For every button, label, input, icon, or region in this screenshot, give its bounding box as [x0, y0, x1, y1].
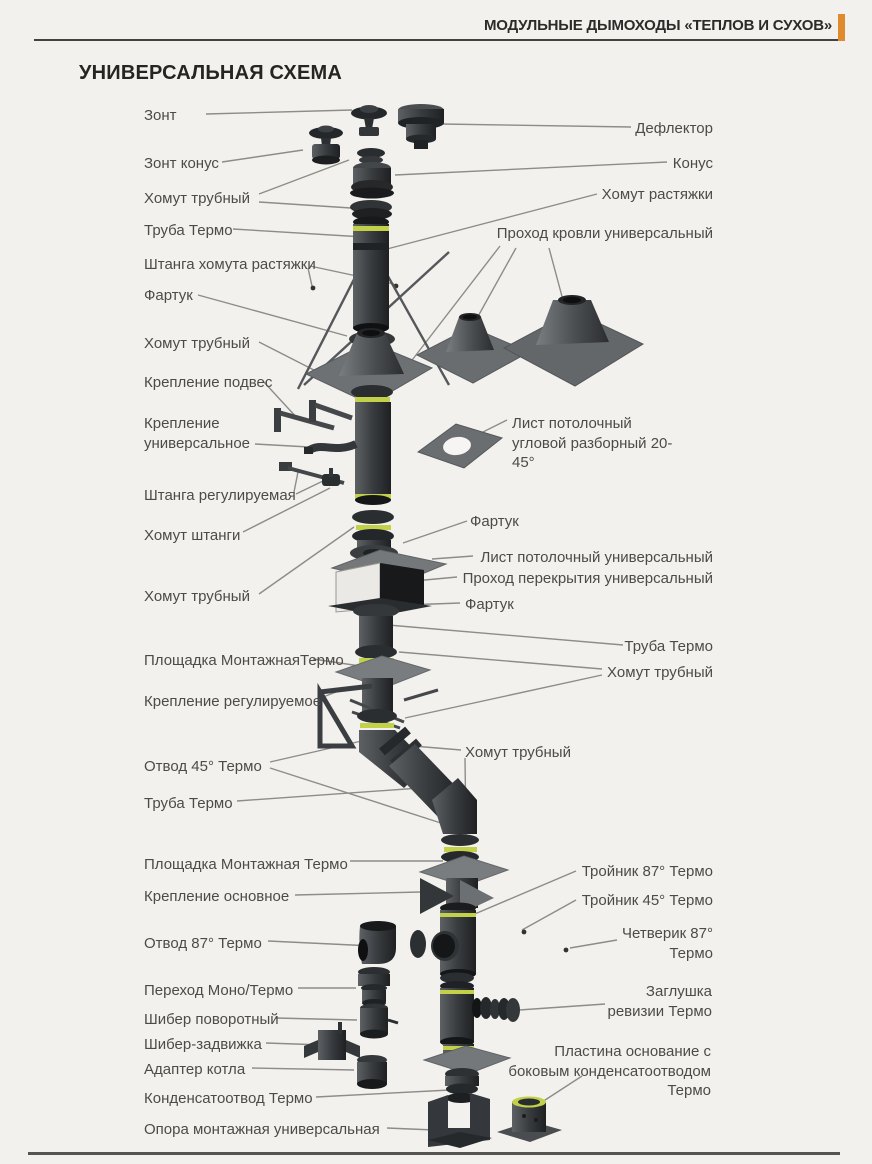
part-flanets-87 — [410, 930, 426, 958]
label-ploshadka-1: Площадка МонтажнаяТермо — [144, 652, 344, 669]
label-shtanga-reguliruemaya: Штанга регулируемая — [144, 487, 296, 504]
part-prokhod-krovli-3 — [504, 295, 643, 386]
part-kreplenie-universalnoe — [304, 444, 356, 454]
label-kreplenie-universalnoe: Крепление универсальное — [144, 415, 251, 452]
label-troynik-87: Тройник 87° Термо — [581, 863, 713, 880]
label-otvod-87: Отвод 87° Термо — [144, 935, 262, 952]
label-deflektor: Дефлектор — [635, 120, 713, 137]
part-zont — [351, 105, 387, 136]
label-prokhod-perekrytiya: Проход перекрытия универсальный — [462, 570, 713, 587]
label-opora: Опора монтажная универсальная — [144, 1121, 380, 1138]
label-kreplenie-podves: Крепление подвес — [144, 374, 273, 391]
part-khomut-trubny-2 — [351, 385, 393, 402]
label-kondensatootvod: Конденсатоотвод Термо — [144, 1090, 313, 1107]
part-shtanga-reguliruemaya — [279, 462, 344, 486]
label-kreplenie-reguliruemoe: Крепление регулируемое — [144, 693, 322, 710]
label-khomut-trubny-2: Хомут трубный — [144, 335, 250, 352]
label-khomut-shtangi: Хомут штанги — [144, 527, 241, 544]
part-otvod-87 — [358, 921, 396, 964]
part-adapter-kotla — [357, 1055, 387, 1089]
part-truba-termo-1 — [353, 217, 389, 334]
label-zaglushka-revizii: Заглушка ревизии Термо — [607, 983, 712, 1020]
part-khomut-shtangi — [352, 510, 394, 543]
label-khomut-rastyazhki: Хомут растяжки — [601, 186, 713, 203]
part-plastina-osnovanie — [497, 1097, 562, 1143]
part-troynik-87 — [431, 903, 476, 980]
label-zont: Зонт — [144, 107, 177, 124]
label-fartuk-left: Фартук — [144, 287, 193, 304]
label-ploshadka-2: Площадка Монтажная Термо — [144, 856, 348, 873]
label-shtanga-khomuta: Штанга хомута растяжки — [144, 256, 316, 273]
part-truba-termo-2 — [355, 402, 391, 505]
part-list-potolochny-uglovoy — [418, 424, 502, 468]
label-shiber-povorotny: Шибер поворотный — [144, 1011, 279, 1028]
part-deflektor — [398, 104, 444, 149]
label-khomut-trubny-3: Хомут трубный — [144, 588, 250, 605]
part-zont-konus — [309, 126, 343, 165]
part-shiber-povorotny — [360, 1004, 398, 1039]
label-shiber-zadvizhka: Шибер-задвижка — [144, 1036, 262, 1053]
part-shiber-zadvizhka — [304, 1022, 360, 1060]
label-kreplenie-osnovnoe: Крепление основное — [144, 888, 290, 905]
label-otvod-45: Отвод 45° Термо — [144, 758, 262, 775]
label-khomut-trubny-r1: Хомут трубный — [607, 664, 713, 681]
label-chetverik-87: Четверик 87° Термо — [622, 925, 713, 962]
label-list-uglovoy: Лист потолочный угловой разборный 20-45° — [512, 415, 673, 471]
label-truba-termo-2: Труба Термо — [144, 795, 233, 812]
label-truba-termo-r: Труба Термо — [624, 638, 713, 655]
part-khomut-small — [357, 148, 385, 164]
label-fartuk-r2: Фартук — [465, 596, 514, 613]
label-khomut-trubny-1: Хомут трубный — [144, 190, 250, 207]
label-troynik-45: Тройник 45° Термо — [581, 892, 713, 909]
part-zaglushka-revizii — [440, 981, 520, 1047]
label-list-universalny: Лист потолочный универсальный — [480, 549, 713, 566]
brand-title: МОДУЛЬНЫЕ ДЫМОХОДЫ «ТЕПЛОВ И СУХОВ» — [483, 17, 832, 34]
label-konus: Конус — [672, 155, 713, 172]
part-perekhod-mono-termo — [358, 967, 390, 1007]
part-konus — [350, 162, 394, 199]
label-plastina-osnovanie: Пластина основание с боковым конденсатоотводом Термо — [508, 1043, 711, 1099]
label-adapter-kotla: Адаптер котла — [144, 1061, 246, 1078]
label-perekhod: Переход Моно/Термо — [144, 982, 294, 999]
part-khomut-trubny-4 — [357, 709, 397, 728]
label-zont-konus: Зонт конус — [144, 155, 219, 172]
label-prokhod-krovli: Проход кровли универсальный — [496, 225, 713, 242]
label-khomut-trubny-r2: Хомут трубный — [465, 744, 571, 761]
page-title: УНИВЕРСАЛЬНАЯ СХЕМА — [79, 62, 343, 84]
label-truba-termo-1: Труба Термо — [144, 222, 233, 239]
label-fartuk-r1: Фартук — [470, 513, 519, 530]
part-truba-termo-3 — [359, 616, 393, 650]
